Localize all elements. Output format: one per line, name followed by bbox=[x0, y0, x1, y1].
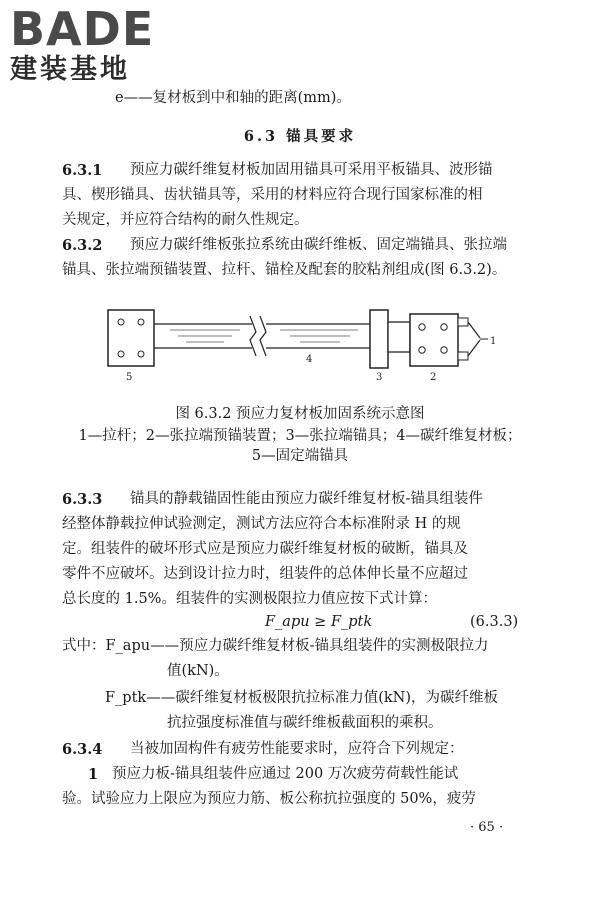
clause-6-3-3-line2: 经整体静载拉伸试验测定，测试方法应符合本标准附录 H 的规 bbox=[62, 516, 461, 532]
logo-subtitle: 建装基地 bbox=[10, 54, 130, 85]
brand-logo bbox=[10, 4, 190, 86]
figure-label-3: 3 bbox=[376, 372, 383, 383]
clause-6-3-4-line1: 当被加固构件有疲劳性能要求时，应符合下列规定： bbox=[130, 741, 464, 757]
fixed-end-anchor bbox=[108, 310, 154, 366]
where-line1: 式中：F_apu——预应力碳纤维复材板-锚具组装件的实测极限拉力 bbox=[62, 638, 489, 654]
figure-legend-line1: 1—拉杆；2—张拉端预锚装置；3—张拉端锚具；4—碳纤维复材板； bbox=[78, 428, 522, 444]
clause-6-3-3-line5: 总长度的 1.5%。组装件的实测极限拉力值应按下式计算： bbox=[62, 591, 437, 607]
fptk-definition-line1: F_ptk——碳纤维复材板极限抗拉标准力值(kN)，为碳纤维板 bbox=[105, 690, 498, 706]
formula-number: (6.3.3) bbox=[470, 614, 519, 630]
page-number: · 65 · bbox=[470, 820, 504, 835]
figure-legend-line2: 5—固定端锚具 bbox=[251, 448, 349, 464]
clause-6-3-3-line1: 锚具的静载锚固性能由预应力碳纤维复材板-锚具组装件 bbox=[130, 491, 483, 507]
pre-anchoring-device bbox=[410, 314, 458, 366]
clause-6-3-1-line3: 关规定，并应符合结构的耐久性规定。 bbox=[62, 212, 309, 228]
figure-caption: 图 6.3.2 预应力复材板加固系统示意图 bbox=[175, 406, 425, 422]
clause-6-3-1-number: 6.3.1 bbox=[62, 162, 103, 179]
tensioning-end-anchor bbox=[370, 310, 388, 368]
formula-6-3-3: F_apu ≥ F_ptk bbox=[265, 614, 373, 630]
clause-6-3-2-line1: 预应力碳纤维板张拉系统由碳纤维板、固定端锚具、张拉端 bbox=[130, 237, 507, 253]
figure-label-5: 5 bbox=[126, 372, 133, 383]
logo-brand: BADE bbox=[10, 2, 155, 56]
figure-label-1: 1 bbox=[490, 336, 497, 347]
break-mark bbox=[250, 316, 266, 356]
clause-6-3-4-number: 6.3.4 bbox=[62, 741, 103, 758]
tie-rod bbox=[458, 318, 488, 360]
e-definition: e——复材板到中和轴的距离(mm)。 bbox=[115, 90, 351, 106]
item-1-line1: 预应力板-锚具组装件应通过 200 万次疲劳荷载性能试 bbox=[112, 766, 459, 782]
item-1-number: 1 bbox=[88, 766, 99, 783]
section-title: 6.3 锚具要求 bbox=[243, 128, 357, 145]
fptk-definition-line2: 抗拉强度标准值与碳纤维板截面积的乘积。 bbox=[167, 715, 443, 731]
figure-label-2: 2 bbox=[430, 372, 437, 383]
clause-6-3-1-line2: 具、楔形锚具、齿状锚具等，采用的材料应符合现行国家标准的相 bbox=[62, 187, 483, 203]
item-1-line2: 验。试验应力上限应为预应力筋、板公称抗拉强度的 50%，疲劳 bbox=[62, 791, 476, 807]
clause-6-3-2-line2: 锚具、张拉端预锚装置、拉杆、锚栓及配套的胶粘剂组成(图 6.3.2)。 bbox=[62, 262, 507, 278]
clause-6-3-3-line3: 定。组装件的破坏形式应是预应力碳纤维复材板的破断，锚具及 bbox=[62, 541, 468, 557]
clause-6-3-1-line1: 预应力碳纤维复材板加固用锚具可采用平板锚具、波形锚 bbox=[130, 162, 493, 178]
anchor-connector bbox=[388, 322, 410, 352]
clause-6-3-3-line4: 零件不应破坏。达到设计拉力时，组装件的总体伸长量不应超过 bbox=[62, 566, 468, 582]
clause-6-3-3-number: 6.3.3 bbox=[62, 491, 103, 508]
where-line2: 值(kN)。 bbox=[167, 663, 229, 679]
figure-label-4: 4 bbox=[306, 354, 313, 365]
anchor-system-diagram bbox=[100, 300, 520, 395]
clause-6-3-2-number: 6.3.2 bbox=[62, 237, 103, 254]
